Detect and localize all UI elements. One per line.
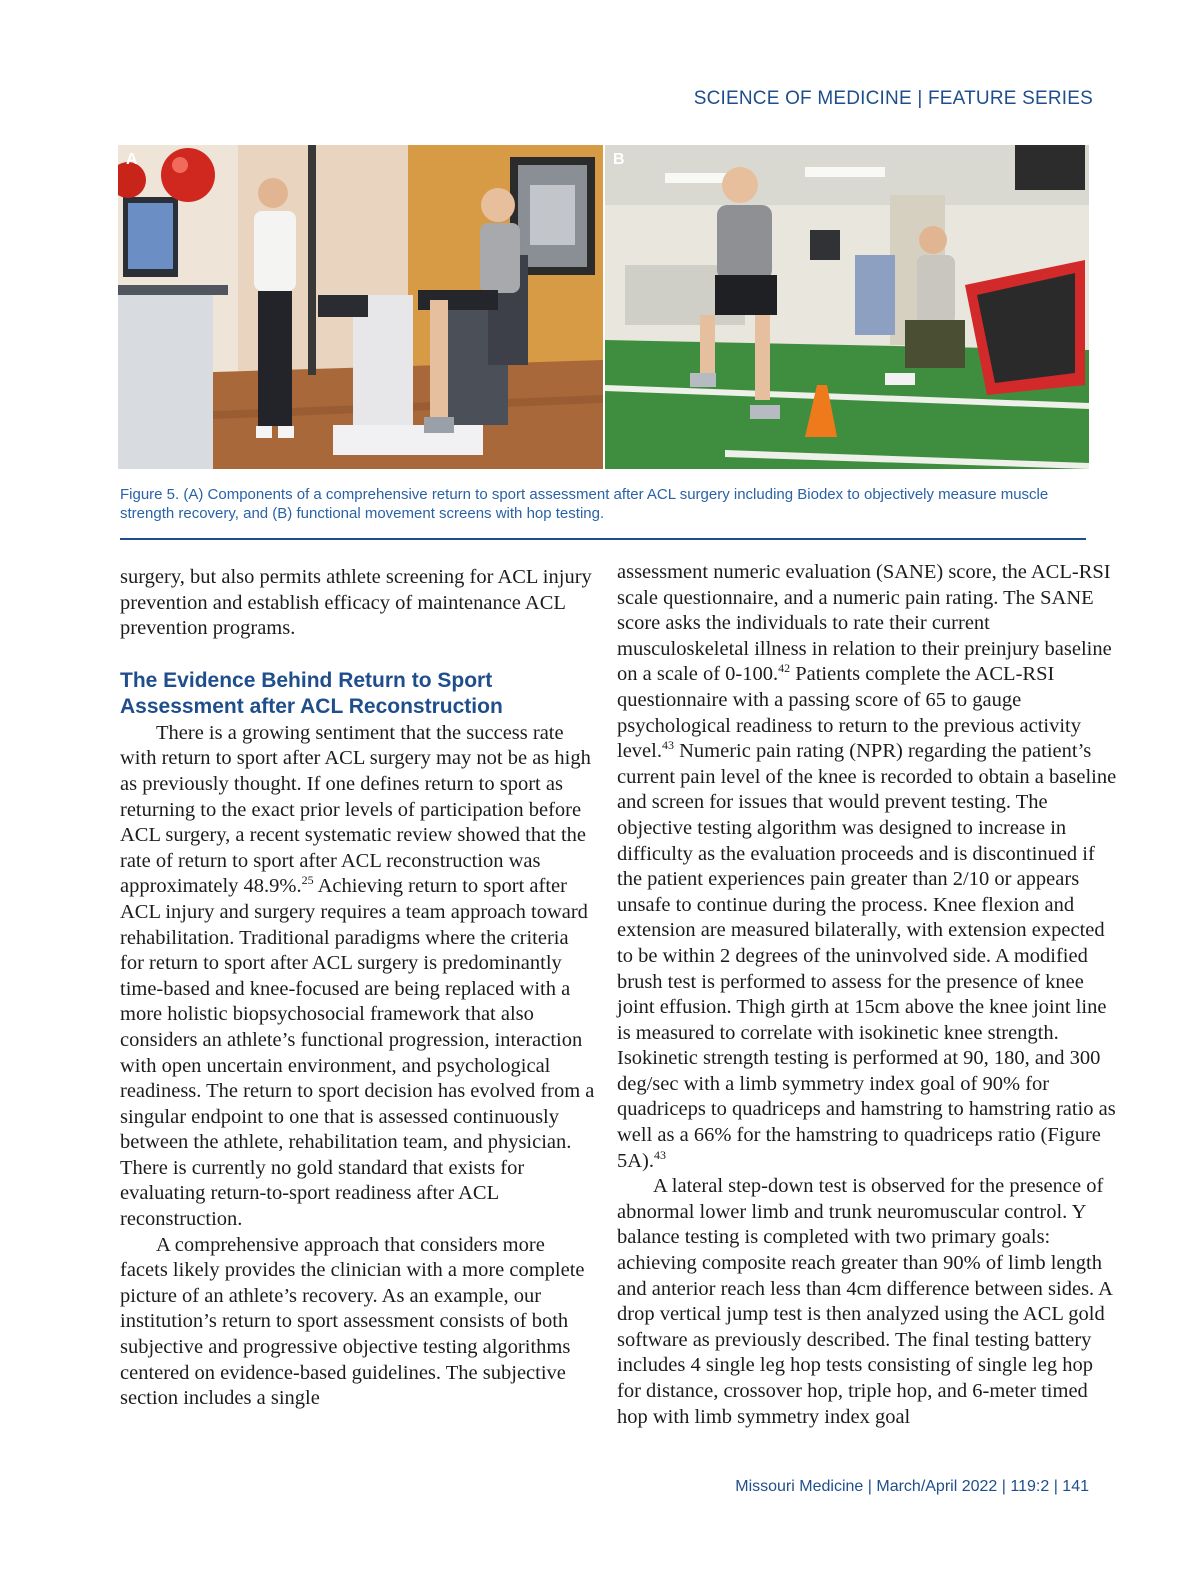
citation-25: 25 (301, 873, 314, 888)
footer-journal: Missouri Medicine (735, 1478, 864, 1495)
page-footer (735, 1478, 1089, 1496)
citation-43: 43 (661, 738, 674, 753)
figure-panel-a-photo (118, 145, 603, 469)
caption-divider (120, 538, 1086, 540)
panel-b-label: B (613, 151, 625, 168)
footer-separator-2: | (1001, 1478, 1006, 1495)
citation-43-b: 43 (654, 1147, 667, 1162)
right-paragraph-1-text-c: Numeric pain rating (NPR) regarding the patient’s current pain level of the knee is recorded to obtain a baseline and screen for issues that would prevent testing. The objective testing algorithm was designed to increase in difficulty as the evaluation proceeds and is discontinued if the patient experiences pain greater than 2/10 or appears unsafe to continue during the process. Knee flexion and extension are measured bilaterally, with extension expected to be within 2 degrees of the uninvolved side. A modified brush test is performed to assess for the presence of knee joint effusion. Thigh girth at 15cm above the knee joint line is measured to correlate with isokinetic knee strength. Isokinetic strength testing is performed at 90, 180, and 300 deg/sec with a limb symmetry index goal of 90% for quadriceps to quadriceps and hamstring to hamstring ratio as well as a 66% for the hamstring to quadriceps ratio (Figure 5A). (617, 740, 1117, 1172)
citation-42: 42 (778, 661, 791, 676)
right-paragraph-2: A lateral step-down test is observed for the presence of abnormal lower limb and trunk neuromuscular control. Y balance testing is completed with two primary goals: achieving composite reach greater than 90% of limb length and anterior reach less than 4cm difference between sides. A drop vertical jump test is then analyzed using the ACL gold software as previously described. The final testing battery includes 4 single leg hop tests consisting of single leg hop for distance, crossover hop, triple hop, and 6-meter timed hop with limb symmetry index goal (617, 1175, 1112, 1428)
left-paragraph-2 (120, 721, 596, 1233)
right-paragraph-1-text-a: assessment numeric evaluation (SANE) score, the ACL-RSI scale questionnaire, and a numeric pain rating. The SANE score asks the individuals to rate their current musculoskeletal illness in relation to their preinjury baseline on a scale of 0-100. (617, 561, 1112, 686)
figure-panel-b-photo (605, 145, 1089, 469)
left-paragraph-3: A comprehensive approach that considers more facets likely provides the clinician with a more complete picture of an athlete’s recovery. As an example, our institution’s return to sport assessment consists of both subjective and progressive objective testing algorithms centered on evidence-based guidelines. The subjective section includes a single (120, 1233, 585, 1410)
footer-page-number: 141 (1062, 1478, 1089, 1495)
right-column (617, 560, 1117, 1430)
right-paragraph-1-text-b: Patients complete the ACL-RSI questionnaire with a passing score of 65 to gauge psychological readiness to return to the previous activity level. (617, 663, 1081, 763)
header-series: FEATURE SERIES (927, 88, 1093, 109)
figure-5 (118, 145, 1089, 469)
footer-issue: March/April 2022 (876, 1478, 998, 1495)
header-section: SCIENCE OF MEDICINE (693, 88, 912, 109)
left-paragraph-2-text-b: Achieving return to sport after ACL injury and surgery requires a team approach toward rehabilitation. Traditional paradigms where the criteria for return to sport after ACL surgery is predominantly time-based and knee-focused are being replaced with a more holistic biopsychosocial framework that also considers an athlete’s functional progression, interaction with open uncertain environment, and psychological readiness. The return to sport decision has evolved from a singular endpoint to one that is assessed continuously between the athlete, rehabilitation team, and physician. There is currently no gold standard that exists for evaluating return-to-sport readiness after ACL reconstruction. (120, 875, 595, 1231)
footer-separator-3: | (1053, 1478, 1058, 1495)
running-header (694, 88, 1093, 110)
panel-a-label: A (126, 151, 138, 168)
footer-separator-1: | (867, 1478, 872, 1495)
left-paragraph-2-text-a: There is a growing sentiment that the success rate with return to sport after ACL surgery may not be as high as previously thought. If one defines return to sport as returning to the exact prior levels of participation before ACL surgery, a recent systematic review showed that the rate of return to sport after ACL reconstruction was approximately 48.9%. (120, 721, 591, 898)
figure-caption: Figure 5. (A) Components of a comprehensive return to sport assessment after ACL surgery including Biodex to objectively measure muscle strength recovery, and (B) functional movement screens with hop testing. (120, 486, 1049, 522)
left-paragraph-1: surgery, but also permits athlete screening for ACL injury prevention and establish efficacy of maintenance ACL prevention programs. (120, 566, 592, 640)
section-heading: The Evidence Behind Return to Sport Assessment after ACL Reconstruction (120, 668, 503, 718)
footer-volume: 119:2 (1010, 1478, 1050, 1495)
left-column (120, 565, 596, 1412)
header-separator: | (917, 88, 923, 109)
right-paragraph-1 (617, 560, 1117, 1174)
